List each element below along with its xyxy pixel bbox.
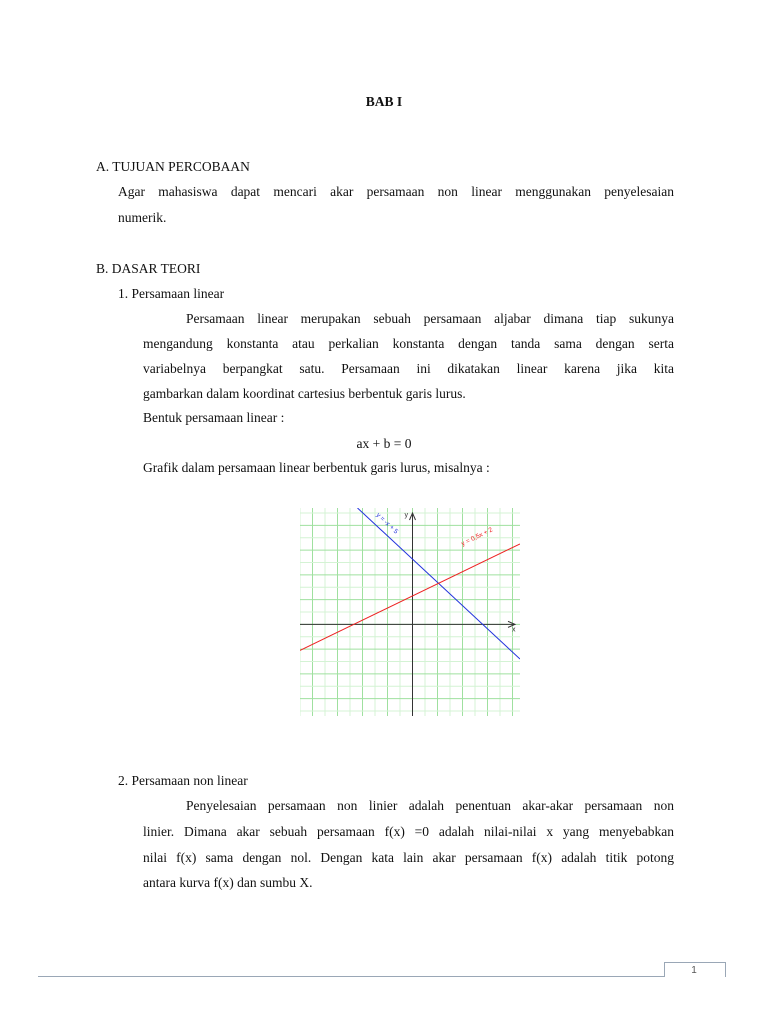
series-label-1: y = -x + 5	[374, 511, 400, 536]
item-1-line-3: variabelnya berpangkat satu. Persamaan ini dikatakan linear karena jika kita	[143, 361, 674, 376]
chapter-title: BAB I	[365, 94, 403, 109]
section-a-line-1: Agar mahasiswa dapat mencari akar persamaan non linear menggunakan penyelesaian	[118, 184, 674, 199]
graph-caption: Grafik dalam persamaan linear berbentuk garis lurus, misalnya :	[143, 460, 490, 475]
linear-graph-svg	[300, 508, 520, 716]
page-number: 1	[691, 965, 697, 976]
item-2-line-3: nilai f(x) sama dengan nol. Dengan kata lain akar persamaan f(x) adalah titik potong	[143, 850, 674, 865]
item-1-heading: 1. Persamaan linear	[118, 286, 225, 301]
section-a-line-2: numerik.	[118, 210, 167, 225]
x-axis-label: x	[512, 626, 516, 634]
item-2-line-1: Penyelesaian persamaan non linier adalah penentuan akar-akar persamaan non	[186, 798, 674, 813]
item-1-line-1: Persamaan linear merupakan sebuah persamaan aljabar dimana tiap sukunya	[186, 311, 674, 326]
item-2-line-4: antara kurva f(x) dan sumbu X.	[143, 875, 313, 890]
section-a-heading: A. TUJUAN PERCOBAAN	[96, 159, 250, 174]
linear-graph	[300, 508, 520, 716]
y-axis-label: y	[404, 512, 408, 519]
linear-form-label: Bentuk persamaan linear :	[143, 410, 285, 425]
item-2-heading: 2. Persamaan non linear	[118, 773, 248, 788]
item-1-line-2: mengandung konstanta atau perkalian konstanta dengan tanda sama dengan serta	[143, 336, 674, 351]
item-2-line-2: linier. Dimana akar sebuah persamaan f(x) =0 adalah nilai-nilai x yang menyebabkan	[143, 824, 674, 839]
item-1-line-4: gambarkan dalam koordinat cartesius berbentuk garis lurus.	[143, 386, 466, 401]
linear-equation: ax + b = 0	[356, 436, 412, 451]
section-b-heading: B. DASAR TEORI	[96, 261, 201, 276]
footer-rule	[38, 976, 724, 977]
series-label-2: y = 0,5x + 2	[460, 526, 494, 548]
